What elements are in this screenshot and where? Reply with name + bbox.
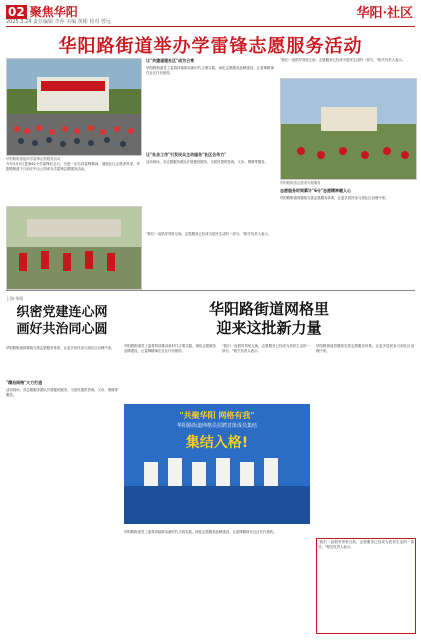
bottom-left-body-2: 活动现场，各志愿服务团队开展便民服务，为居民提供咨询、义诊、维修等服务。 xyxy=(6,388,118,398)
subhead-1: 让"共建道理社区"成为日常 xyxy=(146,58,195,63)
main-lede: 今年3月5日是第62个学雷锋纪念日，为进一步弘扬雷锋精神，展现社区志愿者风采，华阳路街道于日前在中山公园举办学雷锋志愿服务活动。 xyxy=(6,162,140,172)
bottom-right-title xyxy=(124,300,414,338)
body-1: 华阳路街道党工委将持续推动新时代文明实践，深化志愿服务品牌建设，让雷锋精神在社区代代相传。 xyxy=(146,66,274,76)
body-2: 活动现场，各志愿服务团队开展便民服务，为居民提供咨询、义诊、维修等服务。 xyxy=(146,160,269,164)
bottom-left-subhead: "精治网格"大力打造 xyxy=(6,380,43,385)
section-title: 聚焦华阳 xyxy=(29,5,78,19)
photo1-caption: 华阳路街道组织学雷锋志愿服务活动 xyxy=(6,157,61,161)
bottom-left-body-1: 华阳路街道将继续完善志愿服务体系，让更多居民参与到社区治理中来。 xyxy=(6,346,115,350)
bottom-right-callout: "我们一直倡导邻里互助，志愿服务已经成为居民生活的一部分。"相关负责人表示。 xyxy=(316,538,416,634)
photo2-caption: 华阳路街道志愿者开展服务 xyxy=(280,181,321,185)
bottom-right-body-1: 华阳路街道党工委将持续推动新时代文明实践，深化志愿服务品牌建设，让雷锋精神在社区代代相传。 xyxy=(124,344,216,354)
page-number: 02 xyxy=(8,5,25,19)
top-rule xyxy=(6,26,415,27)
section-divider xyxy=(6,290,415,291)
bottom-left-title xyxy=(6,304,118,338)
date-line: 2025.3.24 责任编辑 李萍 美编 黄彬 校对 曾远 xyxy=(6,19,111,25)
bottom-left-title-line2: 画好共治同心圆 xyxy=(16,322,108,337)
main-photo xyxy=(6,58,142,156)
body-4: 华阳路街道将继续完善志愿服务体系，让更多居民参与到社区治理中来。 xyxy=(280,196,389,200)
banner-line-1: "共聚华阳 网格有我" xyxy=(179,411,255,420)
banner-line-3: 集结入格! xyxy=(185,435,249,451)
bottom-right-body-2: "我们一直倡导邻里互助，志愿服务已经成为居民生活的一部分。"相关负责人表示。 xyxy=(222,344,310,354)
right-photo xyxy=(280,78,417,180)
subhead-2: 让"社会工作"引发民众主动服务"社区合作力" xyxy=(146,152,227,157)
bottom-left-title-line1: 织密党建连心网 xyxy=(16,305,108,320)
brand-logo: 华阳·社区 xyxy=(356,6,413,21)
bottom-left-tag: 上海·华阳 xyxy=(6,296,24,301)
subhead-3: 志愿服务时间累计"6分"志愿精神暖人心 xyxy=(280,188,351,193)
main-headline: 华阳路街道举办学雷锋志愿服务活动 xyxy=(58,36,363,57)
bottom-right-title-line2: 迎来这批新力量 xyxy=(216,319,322,337)
bottom-right-body-4: 华阳路街道党工委将持续推动新时代文明实践，深化志愿服务品牌建设，让雷锋精神在社区代代相传。 xyxy=(124,530,277,534)
body-3b: "我们一直倡导邻里互助，志愿服务已经成为居民生活的一部分。"相关负责人表示。 xyxy=(280,58,406,62)
lower-left-photo xyxy=(6,206,142,290)
bottom-right-title-line1: 华阳路街道网格里 xyxy=(208,300,329,318)
recruitment-banner xyxy=(124,404,310,524)
banner-line-2: 华阳路街道网格员招聘首批成员集结 xyxy=(176,423,257,429)
body-3: "我们一直倡导邻里互助，志愿服务已经成为居民生活的一部分。"相关负责人表示。 xyxy=(146,232,272,236)
bottom-right-body-3: 华阳路街道将继续完善志愿服务体系，让更多居民参与到社区治理中来。 xyxy=(316,344,414,354)
